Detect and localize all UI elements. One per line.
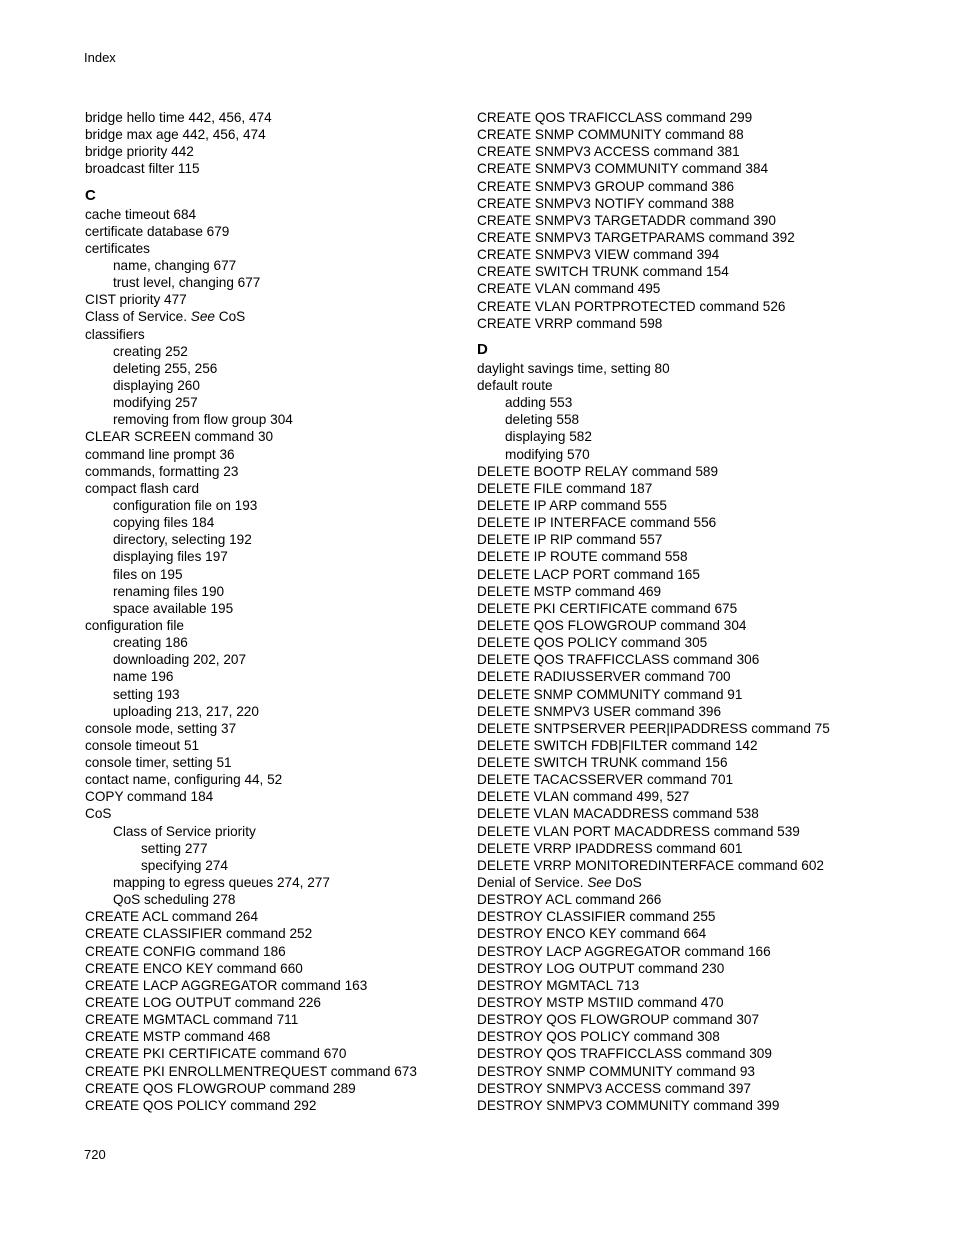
index-entry <box>477 514 917 531</box>
index-entry <box>85 143 525 160</box>
index-entry <box>477 651 917 668</box>
index-subentry <box>85 566 525 583</box>
entry-text: command line prompt 36 <box>85 446 235 462</box>
index-section-letter: D <box>477 340 488 358</box>
entry-text: removing from flow group 304 <box>113 412 293 428</box>
index-entry <box>85 326 525 343</box>
entry-text: CREATE SNMPV3 NOTIFY command 388 <box>477 195 735 211</box>
entry-text: name 196 <box>113 669 174 685</box>
entry-text: cache timeout 684 <box>85 206 197 222</box>
entry-text: commands, formatting 23 <box>85 463 239 479</box>
index-entry <box>477 377 917 394</box>
entry-text: DELETE PKI CERTIFICATE command 675 <box>477 600 738 616</box>
index-subentry <box>85 668 525 685</box>
entry-text: DESTROY MGMTACL 713 <box>477 977 640 993</box>
index-entry <box>477 583 917 600</box>
entry-text: deleting 255, 256 <box>113 360 218 376</box>
entry-text: CREATE SNMPV3 TARGETPARAMS command 392 <box>477 229 795 245</box>
index-entry <box>85 126 525 143</box>
page-number: 720 <box>84 1147 106 1162</box>
entry-text: DELETE LACP PORT command 165 <box>477 566 700 582</box>
entry-text: DELETE VLAN PORT MACADDRESS command 539 <box>477 823 800 839</box>
index-entry <box>85 925 525 942</box>
index-entry <box>477 212 917 229</box>
entry-text: CREATE VLAN command 495 <box>477 281 661 297</box>
index-entry <box>85 960 525 977</box>
entry-text: copying files 184 <box>113 515 215 531</box>
entry-text: console timer, setting 51 <box>85 755 232 771</box>
entry-text: DELETE SNMP COMMUNITY command 91 <box>477 686 743 702</box>
index-entry <box>85 1080 525 1097</box>
entry-text: DELETE IP INTERFACE command 556 <box>477 515 717 531</box>
index-entry <box>477 943 917 960</box>
index-subentry <box>85 497 525 514</box>
index-entry <box>85 160 525 177</box>
entry-text: DESTROY SNMP COMMUNITY command 93 <box>477 1063 755 1079</box>
index-entry <box>477 548 917 565</box>
entry-text: configuration file <box>85 617 184 633</box>
entry-text: CREATE SNMPV3 VIEW command 394 <box>477 247 720 263</box>
entry-text: DESTROY CLASSIFIER command 255 <box>477 909 716 925</box>
entry-text: adding 553 <box>505 395 573 411</box>
entry-text: CREATE SNMP COMMUNITY command 88 <box>477 127 744 143</box>
index-entry <box>477 754 917 771</box>
index-subentry <box>85 548 525 565</box>
index-entry <box>477 600 917 617</box>
index-subentry <box>85 360 525 377</box>
entry-text: DELETE SNTPSERVER PEER|IPADDRESS command 75 <box>477 720 830 736</box>
entry-text: certificates <box>85 240 150 256</box>
entry-text: files on 195 <box>113 566 183 582</box>
entry-text: CLEAR SCREEN command 30 <box>85 429 274 445</box>
entry-text: broadcast filter 115 <box>85 161 200 177</box>
index-entry <box>85 943 525 960</box>
entry-text: DESTROY QOS POLICY command 308 <box>477 1029 720 1045</box>
index-entry <box>477 566 917 583</box>
index-entry <box>477 771 917 788</box>
entry-text: CIST priority 477 <box>85 292 187 308</box>
entry-text: configuration file on 193 <box>113 497 258 513</box>
see-label: See <box>190 309 215 325</box>
index-subentry <box>85 343 525 360</box>
entry-text: DESTROY QOS TRAFFICCLASS command 309 <box>477 1046 772 1062</box>
entry-text: name, changing 677 <box>113 257 237 273</box>
entry-text: compact flash card <box>85 480 200 496</box>
entry-text: CREATE CLASSIFIER command 252 <box>85 926 313 942</box>
index-entry <box>477 857 917 874</box>
entry-text: DELETE IP RIP command 557 <box>477 532 663 548</box>
entry-text: CREATE VRRP command 598 <box>477 315 663 331</box>
entry-text: classifiers <box>85 326 145 342</box>
index-entry <box>477 925 917 942</box>
entry-text: displaying 260 <box>113 377 200 393</box>
index-subentry <box>477 394 917 411</box>
index-entry <box>477 280 917 297</box>
index-entry <box>477 634 917 651</box>
index-subentry <box>85 823 525 840</box>
entry-text: CREATE MGMTACL command 711 <box>85 1012 299 1028</box>
entry-text: specifying 274 <box>141 857 228 873</box>
index-subentry <box>85 411 525 428</box>
index-subentry <box>85 531 525 548</box>
entry-text: bridge max age 442, 456, 474 <box>85 127 266 143</box>
index-entry <box>85 428 525 445</box>
index-entry <box>85 463 525 480</box>
index-entry <box>477 143 917 160</box>
entry-text: uploading 213, 217, 220 <box>113 703 259 719</box>
index-entry <box>477 1063 917 1080</box>
index-entry <box>85 994 525 1011</box>
index-entry <box>85 109 525 126</box>
index-entry <box>477 315 917 332</box>
entry-text: DESTROY SNMPV3 ACCESS command 397 <box>477 1080 751 1096</box>
index-entry <box>477 1028 917 1045</box>
index-entry <box>477 160 917 177</box>
index-subentry <box>85 891 525 908</box>
index-entry <box>477 874 917 891</box>
entry-text: DESTROY MSTP MSTIID command 470 <box>477 995 724 1011</box>
entry-text: DESTROY ENCO KEY command 664 <box>477 926 707 942</box>
entry-text: space available 195 <box>113 600 234 616</box>
entry-text: default route <box>477 377 553 393</box>
index-entry <box>85 771 525 788</box>
index-subentry <box>85 686 525 703</box>
index-subentry <box>85 377 525 394</box>
index-entry <box>477 617 917 634</box>
index-subentry <box>85 703 525 720</box>
index-entry <box>85 1045 525 1062</box>
index-subentry <box>477 411 917 428</box>
entry-text: downloading 202, 207 <box>113 652 247 668</box>
entry-text: CREATE CONFIG command 186 <box>85 943 286 959</box>
entry-text: CREATE VLAN PORTPROTECTED command 526 <box>477 298 786 314</box>
index-entry <box>85 1097 525 1114</box>
entry-text: DELETE SWITCH FDB|FILTER command 142 <box>477 737 758 753</box>
index-entry <box>477 823 917 840</box>
index-entry <box>477 788 917 805</box>
index-subentry <box>85 651 525 668</box>
entry-text: CREATE MSTP command 468 <box>85 1029 271 1045</box>
entry-text: CREATE SNMPV3 GROUP command 386 <box>477 178 735 194</box>
entry-text: CREATE QOS POLICY command 292 <box>85 1097 317 1113</box>
index-subentry <box>477 428 917 445</box>
entry-text: CREATE PKI CERTIFICATE command 670 <box>85 1046 347 1062</box>
index-entry <box>477 246 917 263</box>
index-entry <box>477 109 917 126</box>
entry-text: DELETE VRRP MONITOREDINTERFACE command 602 <box>477 857 824 873</box>
entry-text: daylight savings time, setting 80 <box>477 360 670 376</box>
entry-text: DELETE VLAN command 499, 527 <box>477 789 690 805</box>
entry-text: modifying 570 <box>505 446 590 462</box>
see-label: See <box>587 875 612 891</box>
index-entry <box>477 908 917 925</box>
entry-text: DESTROY SNMPV3 COMMUNITY command 399 <box>477 1097 780 1113</box>
index-entry <box>477 195 917 212</box>
index-entry <box>85 805 525 822</box>
index-entry <box>477 994 917 1011</box>
entry-text: CREATE LACP AGGREGATOR command 163 <box>85 977 368 993</box>
index-column-left <box>85 109 525 1114</box>
index-entry <box>477 229 917 246</box>
entry-text: DELETE IP ARP command 555 <box>477 497 667 513</box>
entry-text: modifying 257 <box>113 395 198 411</box>
entry-text: DESTROY LACP AGGREGATOR command 166 <box>477 943 771 959</box>
entry-text: DELETE SWITCH TRUNK command 156 <box>477 755 728 771</box>
index-entry <box>477 298 917 315</box>
entry-text: DELETE QOS TRAFFICCLASS command 306 <box>477 652 760 668</box>
entry-text: directory, selecting 192 <box>113 532 252 548</box>
index-entry <box>477 703 917 720</box>
entry-text: contact name, configuring 44, 52 <box>85 772 283 788</box>
index-entry <box>85 737 525 754</box>
index-subentry <box>85 583 525 600</box>
entry-text: deleting 558 <box>505 412 580 428</box>
entry-text: DELETE FILE command 187 <box>477 480 653 496</box>
entry-text: DELETE VLAN MACADDRESS command 538 <box>477 806 759 822</box>
index-entry <box>477 126 917 143</box>
entry-text: trust level, changing 677 <box>113 275 261 291</box>
entry-text: CREATE SNMPV3 TARGETADDR command 390 <box>477 212 776 228</box>
entry-text: setting 193 <box>113 686 180 702</box>
index-subentry <box>85 514 525 531</box>
index-entry <box>477 891 917 908</box>
entry-text: mapping to egress queues 274, 277 <box>113 875 330 891</box>
index-subentry <box>85 634 525 651</box>
entry-text: setting 277 <box>141 840 208 856</box>
entry-text: DELETE SNMPV3 USER command 396 <box>477 703 722 719</box>
entry-text: QoS scheduling 278 <box>113 892 236 908</box>
index-entry <box>477 1045 917 1062</box>
index-entry <box>477 480 917 497</box>
index-entry <box>85 1028 525 1045</box>
index-entry <box>85 480 525 497</box>
index-entry <box>477 263 917 280</box>
entry-text: DELETE QOS POLICY command 305 <box>477 635 708 651</box>
index-entry <box>477 1011 917 1028</box>
entry-text: console mode, setting 37 <box>85 720 237 736</box>
entry-text: CREATE PKI ENROLLMENTREQUEST command 673 <box>85 1063 417 1079</box>
entry-text: CREATE QOS TRAFICCLASS command 299 <box>477 110 753 125</box>
entry-text: Denial of Service. <box>477 875 584 891</box>
entry-text: DELETE BOOTP RELAY command 589 <box>477 463 719 479</box>
index-entry <box>85 446 525 463</box>
index-subentry <box>85 857 525 874</box>
index-entry <box>85 1063 525 1080</box>
cross-reference: DoS <box>615 875 642 891</box>
entry-text: displaying files 197 <box>113 549 228 565</box>
index-entry <box>477 1097 917 1114</box>
entry-text: CoS <box>85 806 112 822</box>
entry-text: CREATE ENCO KEY command 660 <box>85 960 303 976</box>
entry-text: DELETE RADIUSSERVER command 700 <box>477 669 731 685</box>
entry-text: renaming files 190 <box>113 583 225 599</box>
index-entry <box>477 178 917 195</box>
index-entry <box>477 840 917 857</box>
entry-text: creating 252 <box>113 343 188 359</box>
index-subentry <box>85 600 525 617</box>
index-subentry <box>85 257 525 274</box>
entry-text: DESTROY ACL command 266 <box>477 892 662 908</box>
index-entry <box>477 463 917 480</box>
entry-text: console timeout 51 <box>85 737 200 753</box>
entry-text: COPY command 184 <box>85 789 214 805</box>
index-entry <box>85 617 525 634</box>
index-subentry <box>85 394 525 411</box>
entry-text: DELETE VRRP IPADDRESS command 601 <box>477 840 743 856</box>
entry-text: Class of Service. <box>85 309 187 325</box>
cross-reference: CoS <box>218 309 246 325</box>
index-entry <box>477 686 917 703</box>
index-entry <box>477 720 917 737</box>
index-entry <box>477 497 917 514</box>
index-subentry <box>85 874 525 891</box>
index-entry <box>85 308 525 325</box>
index-subentry <box>85 840 525 857</box>
entry-text: bridge hello time 442, 456, 474 <box>85 110 272 125</box>
entry-text: CREATE LOG OUTPUT command 226 <box>85 995 321 1011</box>
index-entry <box>85 754 525 771</box>
entry-text: displaying 582 <box>505 429 592 445</box>
index-column-right <box>477 109 917 1114</box>
index-entry <box>85 240 525 257</box>
index-entry <box>85 977 525 994</box>
index-entry <box>477 531 917 548</box>
index-subentry <box>85 274 525 291</box>
entry-text: DELETE TACACSSERVER command 701 <box>477 772 734 788</box>
index-subentry <box>477 446 917 463</box>
entry-text: CREATE QOS FLOWGROUP command 289 <box>85 1080 356 1096</box>
index-entry <box>477 960 917 977</box>
entry-text: Class of Service priority <box>113 823 256 839</box>
entry-text: DELETE IP ROUTE command 558 <box>477 549 688 565</box>
entry-text: creating 186 <box>113 635 188 651</box>
entry-text: CREATE ACL command 264 <box>85 909 259 925</box>
entry-text: DELETE QOS FLOWGROUP command 304 <box>477 617 747 633</box>
entry-text: DELETE MSTP command 469 <box>477 583 662 599</box>
entry-text: DESTROY QOS FLOWGROUP command 307 <box>477 1012 760 1028</box>
index-entry <box>85 206 525 223</box>
index-entry <box>477 977 917 994</box>
entry-text: CREATE SNMPV3 ACCESS command 381 <box>477 144 740 160</box>
entry-text: certificate database 679 <box>85 223 230 239</box>
index-entry <box>477 1080 917 1097</box>
entry-text: DESTROY LOG OUTPUT command 230 <box>477 960 725 976</box>
entry-text: bridge priority 442 <box>85 144 194 160</box>
index-entry <box>85 720 525 737</box>
index-entry <box>85 908 525 925</box>
index-section-letter: C <box>85 186 96 204</box>
index-entry <box>85 291 525 308</box>
entry-text: CREATE SWITCH TRUNK command 154 <box>477 264 729 280</box>
index-entry <box>477 737 917 754</box>
index-entry <box>85 223 525 240</box>
entry-text: CREATE SNMPV3 COMMUNITY command 384 <box>477 161 769 177</box>
running-header: Index <box>84 50 116 65</box>
index-entry <box>477 805 917 822</box>
index-entry <box>477 668 917 685</box>
index-entry <box>477 360 917 377</box>
index-entry <box>85 788 525 805</box>
index-entry <box>85 1011 525 1028</box>
